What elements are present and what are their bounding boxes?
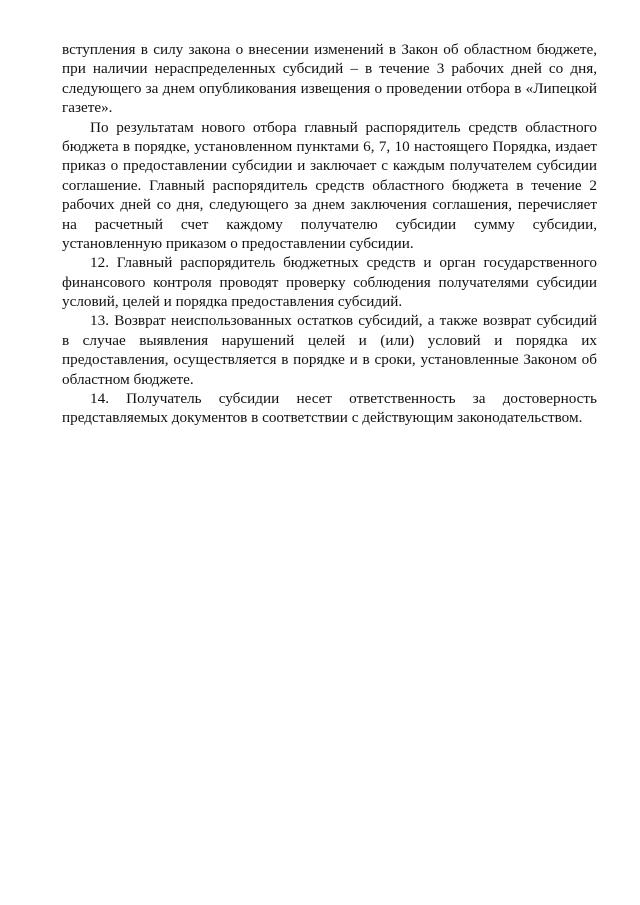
text-line: при наличии нераспределенных субсидий – в течение 3 рабочих дней со дня, (62, 60, 597, 78)
paragraph-first-line: По результатам нового отбора главный распорядитель средств областного (90, 118, 597, 136)
text-line: финансового контроля проводят проверку соблюдения получателями субсидии (62, 273, 597, 291)
paragraph-12-first-line: 12. Главный распорядитель бюджетных средств и орган государственного (90, 254, 597, 272)
text-line: газете». (62, 99, 113, 117)
text-line: условий, целей и порядка предоставления субсидий. (62, 293, 403, 311)
text-line: предоставления, осуществляется в порядке и в сроки, установленные Законом об (62, 351, 597, 369)
text-line: соглашение. Главный распорядитель средств областного бюджета в течение 2 (62, 176, 597, 194)
paragraph-13-first-line: 13. Возврат неиспользованных остатков субсидий, а также возврат субсидий (90, 312, 597, 330)
text-line: бюджета в порядке, установленном пунктами 6, 7, 10 настоящего Порядка, издает (62, 137, 597, 155)
text-line: приказ о предоставлении субсидии и заключает с каждым получателем субсидии (62, 157, 597, 175)
text-line: на расчетный счет каждому получателю субсидии сумму субсидии, (62, 215, 597, 233)
paragraph-14-first-line: 14. Получатель субсидии несет ответственность за достоверность (90, 390, 597, 408)
text-line: вступления в силу закона о внесении изменений в Закон об областном бюджете, (62, 41, 597, 58)
text-line: представляемых документов в соответствии с действующим законодательством. (62, 409, 583, 427)
text-line: рабочих дней со дня, следующего за днем заключения соглашения, перечисляет (62, 196, 597, 214)
text-line: установленную приказом о предоставлении субсидии. (62, 234, 414, 252)
text-line: областном бюджете. (62, 370, 194, 388)
document-body (62, 40, 597, 428)
text-line: следующего за днем опубликования извещения о проведении отбора в «Липецкой (62, 79, 597, 97)
text-line: в случае выявления нарушений целей и (или) условий и порядка их (62, 331, 597, 349)
